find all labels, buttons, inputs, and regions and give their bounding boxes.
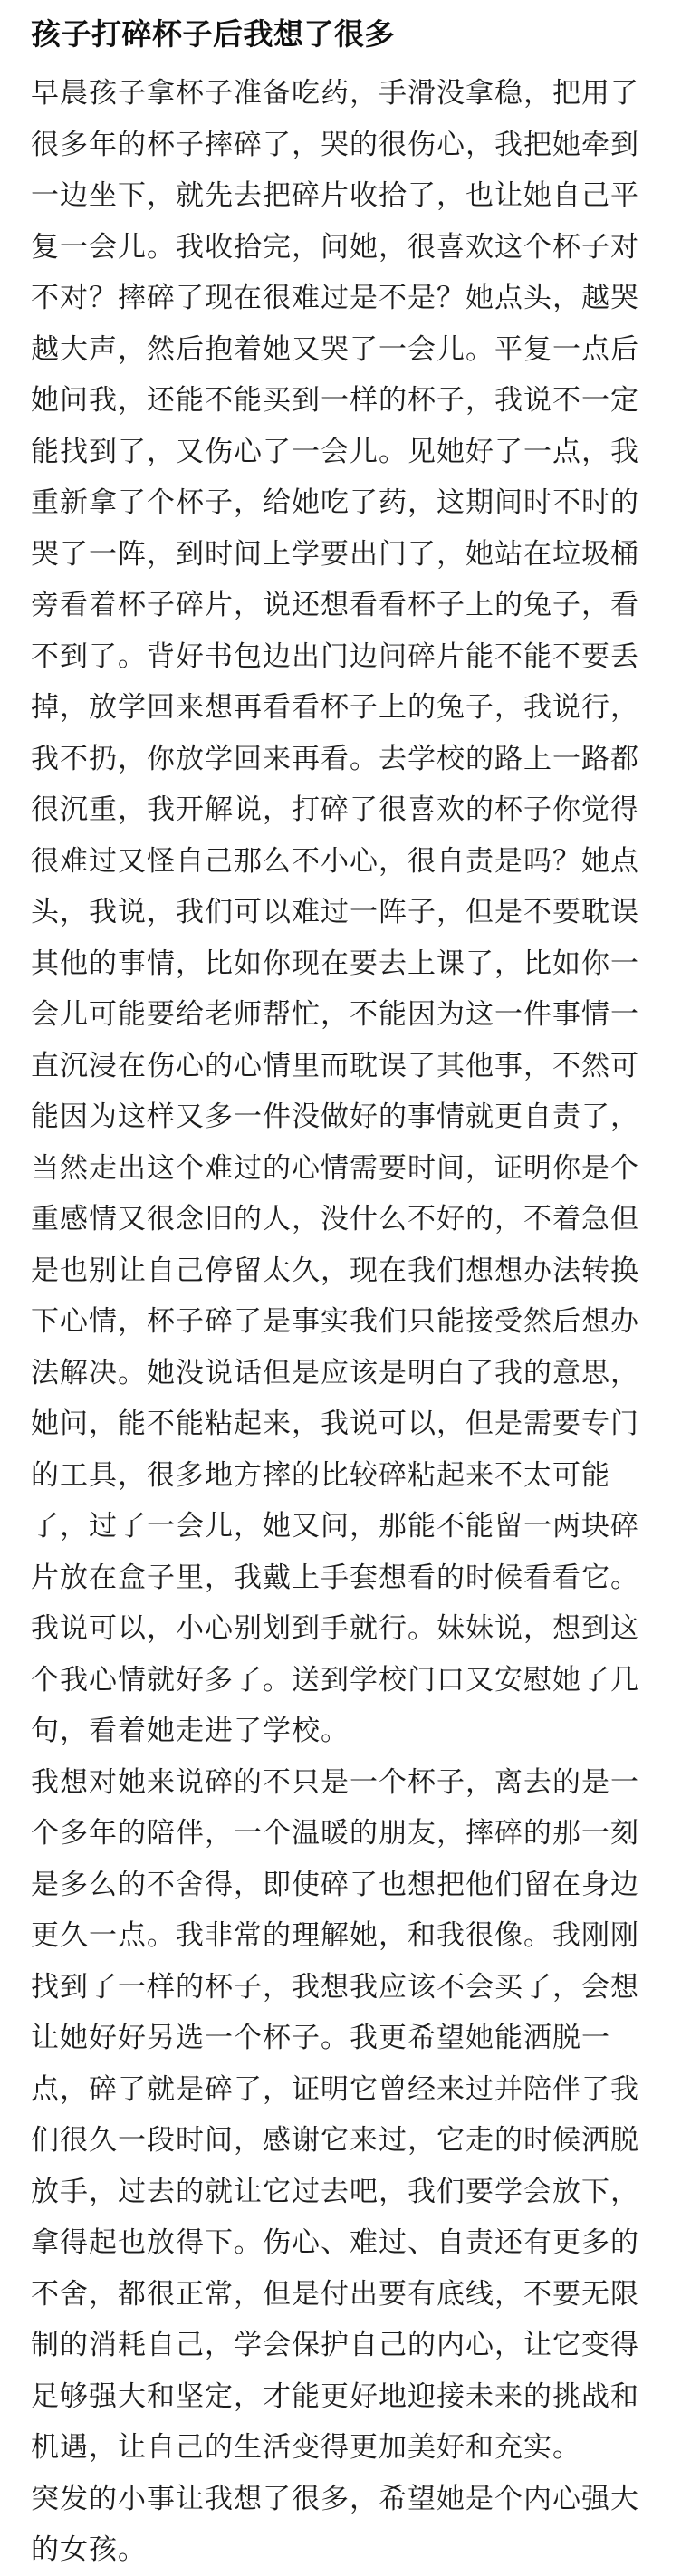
post-paragraph-2: 我想对她来说碎的不只是一个杯子，离去的是一个多年的陪伴，一个温暖的朋友，摔碎的那一刻是多么的不舍得，即使碎了也想把他们留在身边更久一点。我非常的理解她，和我很像。我刚刚找到了一样的杯子，我想我应该不会买了，会想让她好好另选一个杯子。我更希望她能洒脱一点，碎了就是碎了，证明它曾经来过并陪伴了我们很久一段时间，感谢它来过，它走的时候洒脱放手，过去的就让它过去吧，我们要学会放下，拿得起也放得下。伤心、难过、自责还有更多的不舍，都很正常，但是付出要有底线，不要无限制的消耗自己，学会保护自己的内心，让它变得足够强大和坚定，才能更好地迎接未来的挑战和机遇，让自己的生活变得更加美好和充实。 [31,1765,639,2464]
post-paragraph-3: 突发的小事让我想了很多，希望她是个内心强大的女孩。 [31,2482,639,2566]
post-body [31,68,663,2576]
post-paragraph-1: 早晨孩子拿杯子准备吃药，手滑没拿稳，把用了很多年的杯子摔碎了，哭的很伤心，我把她牵到一边坐下，就先去把碎片收拾了，也让她自己平复一会儿。我收拾完，问她，很喜欢这个杯子对不对？摔碎了现在很难过是不是？她点头，越哭越大声，然后抱着她又哭了一会儿。平复一点后她问我，还能不能买到一样的杯子，我说不一定能找到了，又伤心了一会儿。见她好了一点，我重新拿了个杯子，给她吃了药，这期间时不时的哭了一阵，到时间上学要出门了，她站在垃圾桶旁看着杯子碎片，说还想看看杯子上的兔子，看不到了。背好书包边出门边问碎片能不能不要丢掉，放学回来想再看看杯子上的兔子，我说行，我不扔，你放学回来再看。去学校的路上一路都很沉重，我开解说，打碎了很喜欢的杯子你觉得很难过又怪自己那么不小心，很自责是吗？她点头，我说，我们可以难过一阵子，但是不要耽误其他的事情，比如你现在要去上课了，比如你一会儿可能要给老师帮忙，不能因为这一件事情一直沉浸在伤心的心情里而耽误了其他事，不然可能因为这样又多一件没做好的事情就更自责了，当然走出这个难过的心情需要时间，证明你是个重感情又很念旧的人，没什么不好的，不着急但是也别让自己停留太久，现在我们想想办法转换下心情，杯子碎了是事实我们只能接受然后想办法解决。她没说话但是应该是明白了我的意思，她问，能不能粘起来，我说可以，但是需要专门的工具，很多地方摔的比较碎粘起来不太可能了，过了一会儿，她又问，那能不能留一两块碎片放在盒子里，我戴上手套想看的时候看看它。我说可以，小心别划到手就行。妹妹说，想到这个我心情就好多了。送到学校门口又安慰她了几句，看着她走进了学校。 [31,77,639,1747]
post-title: 孩子打碎杯子后我想了很多 [31,16,395,52]
